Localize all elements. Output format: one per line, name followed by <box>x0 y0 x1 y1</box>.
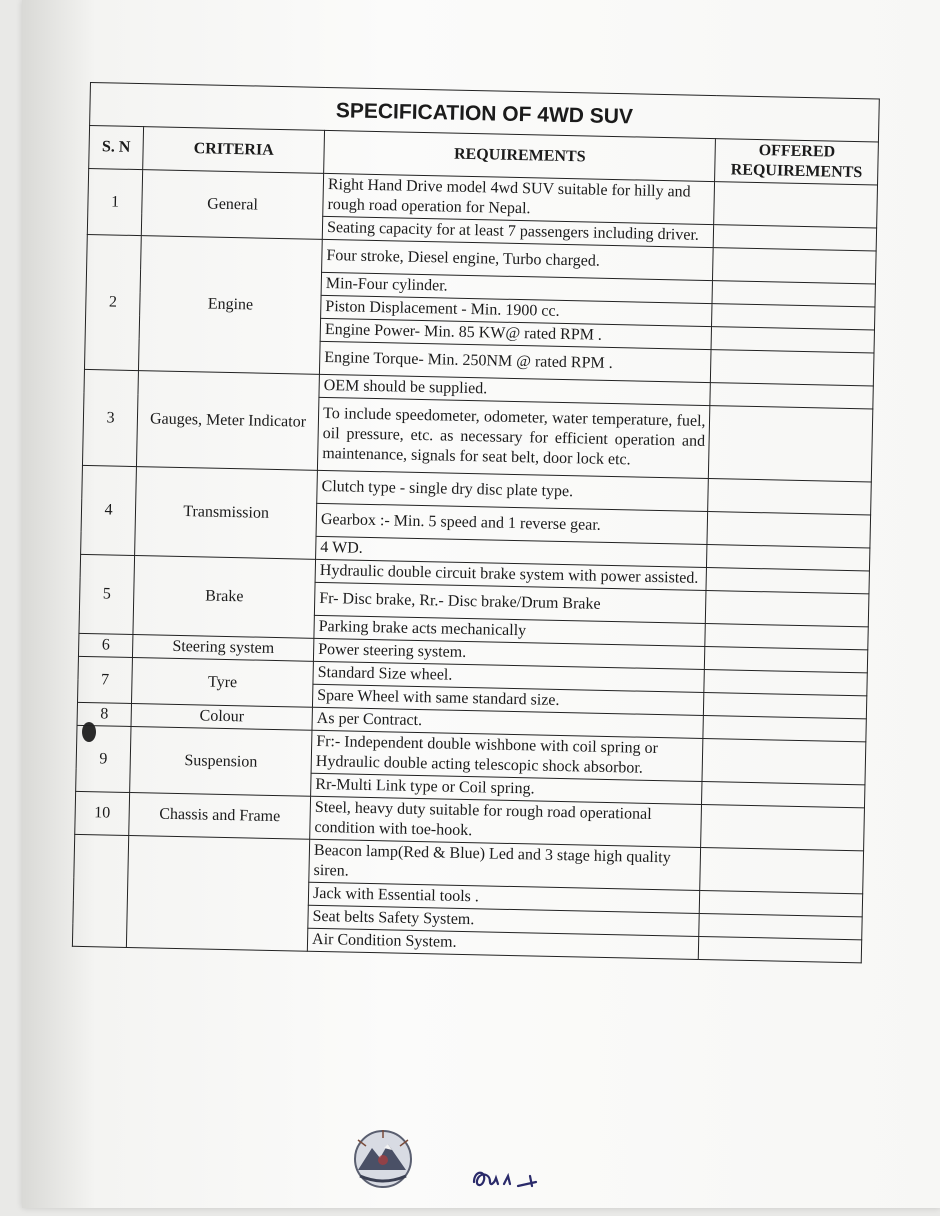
requirement-cell: Min-Four cylinder. <box>321 273 713 304</box>
requirement-cell: OEM should be supplied. <box>319 375 711 406</box>
criteria-cell: Brake <box>133 556 316 639</box>
requirement-cell: Four stroke, Diesel engine, Turbo charged. <box>322 240 714 281</box>
criteria-cell: Chassis and Frame <box>129 793 311 840</box>
offered-cell <box>699 937 862 963</box>
sn-cell: 7 <box>77 657 132 704</box>
offered-cell <box>701 805 864 851</box>
criteria-cell: Gauges, Meter Indicator <box>137 371 320 471</box>
requirement-cell: Spare Wheel with same standard size. <box>312 685 704 716</box>
sn-cell: 8 <box>77 703 132 727</box>
requirement-cell: Air Condition System. <box>307 928 699 959</box>
offered-cell <box>711 350 874 386</box>
document-title: SPECIFICATION OF 4WD SUV <box>90 83 880 143</box>
offered-cell <box>699 914 862 940</box>
sn-cell: 3 <box>82 370 138 467</box>
requirement-cell: Fr:- Independent double wishbone with coil spring or Hydraulic double acting telescopic shock absorbor. <box>311 731 703 782</box>
signature-icon <box>470 1162 544 1192</box>
requirement-cell: Engine Power- Min. 85 KW@ rated RPM . <box>320 319 712 350</box>
requirement-cell: 4 WD. <box>316 537 708 568</box>
criteria-cell <box>127 836 310 952</box>
offered-cell <box>707 512 870 548</box>
requirement-cell: Parking brake acts mechanically <box>314 616 706 647</box>
offered-cell <box>700 848 863 894</box>
requirement-cell: Right Hand Drive model 4wd SUV suitable for hilly and rough road operation for Nepal. <box>323 174 715 225</box>
requirement-cell: Clutch type - single dry disc plate type. <box>317 471 709 512</box>
criteria-cell: Tyre <box>132 658 314 708</box>
offered-cell <box>705 647 868 673</box>
header-requirements: REQUIREMENTS <box>324 131 716 182</box>
requirement-cell: Engine Torque- Min. 250NM @ rated RPM . <box>319 342 711 383</box>
requirement-cell: As per Contract. <box>312 708 704 739</box>
offered-cell <box>705 624 868 650</box>
sn-cell: 2 <box>84 235 141 371</box>
offered-cell <box>708 479 871 515</box>
criteria-cell: Colour <box>131 704 312 731</box>
criteria-cell: General <box>141 170 323 240</box>
offered-cell <box>709 406 873 482</box>
offered-cell <box>702 782 865 808</box>
government-emblem-icon <box>344 1126 422 1192</box>
offered-cell <box>714 182 877 228</box>
sn-cell: 5 <box>79 555 135 635</box>
requirement-cell: Jack with Essential tools . <box>308 883 700 914</box>
requirement-cell: Beacon lamp(Red & Blue) Led and 3 stage high quality siren. <box>309 840 701 891</box>
criteria-cell: Steering system <box>133 635 314 662</box>
offered-cell <box>704 670 867 696</box>
spec-sheet <box>72 82 880 964</box>
spec-table <box>72 82 880 964</box>
header-criteria: CRITERIA <box>143 127 325 174</box>
requirement-cell: Power steering system. <box>313 639 705 670</box>
offered-cell <box>712 281 875 307</box>
sn-cell: 4 <box>81 466 137 556</box>
offered-cell <box>704 693 867 719</box>
header-offered: OFFERED REQUIREMENTS <box>715 139 878 185</box>
offered-cell <box>702 739 865 785</box>
criteria-cell: Engine <box>139 236 323 375</box>
offered-cell <box>713 248 876 284</box>
criteria-cell: Suspension <box>130 727 312 797</box>
requirement-cell: Seating capacity for at least 7 passengers including driver. <box>322 217 714 248</box>
offered-cell <box>706 568 869 594</box>
requirement-cell: Seat belts Safety System. <box>308 906 700 937</box>
sn-cell: 10 <box>75 792 130 836</box>
requirement-cell: Piston Displacement - Min. 1900 cc. <box>321 296 713 327</box>
criteria-cell: Transmission <box>135 467 318 560</box>
sn-cell: 9 <box>76 726 132 793</box>
requirement-cell: Hydraulic double circuit brake system with power assisted. <box>315 560 707 591</box>
offered-cell <box>710 383 873 409</box>
requirement-cell: Standard Size wheel. <box>313 662 705 693</box>
offered-cell <box>700 891 863 917</box>
sn-cell <box>72 835 128 948</box>
requirement-cell: To include speedometer, odometer, water temperature, fuel, oil pressure, etc. as necessary for efficient operation and maintenance, signals for seat belt, door lock etc. <box>317 398 710 479</box>
requirement-cell: Steel, heavy duty suitable for rough road operational condition with toe-hook. <box>310 797 702 848</box>
offered-cell <box>706 591 869 627</box>
offered-cell <box>703 716 866 742</box>
offered-cell <box>714 225 877 251</box>
requirement-cell: Fr- Disc brake, Rr.- Disc brake/Drum Brake <box>314 583 706 624</box>
sn-cell: 1 <box>87 169 143 236</box>
offered-cell <box>707 545 870 571</box>
sn-cell: 6 <box>78 634 133 658</box>
header-sn: S. N <box>89 126 144 170</box>
offered-cell <box>711 327 874 353</box>
signature <box>470 1162 544 1192</box>
requirement-cell: Gearbox :- Min. 5 speed and 1 reverse gear. <box>316 504 708 545</box>
requirement-cell: Rr-Multi Link type or Coil spring. <box>311 774 703 805</box>
offered-cell <box>712 304 875 330</box>
